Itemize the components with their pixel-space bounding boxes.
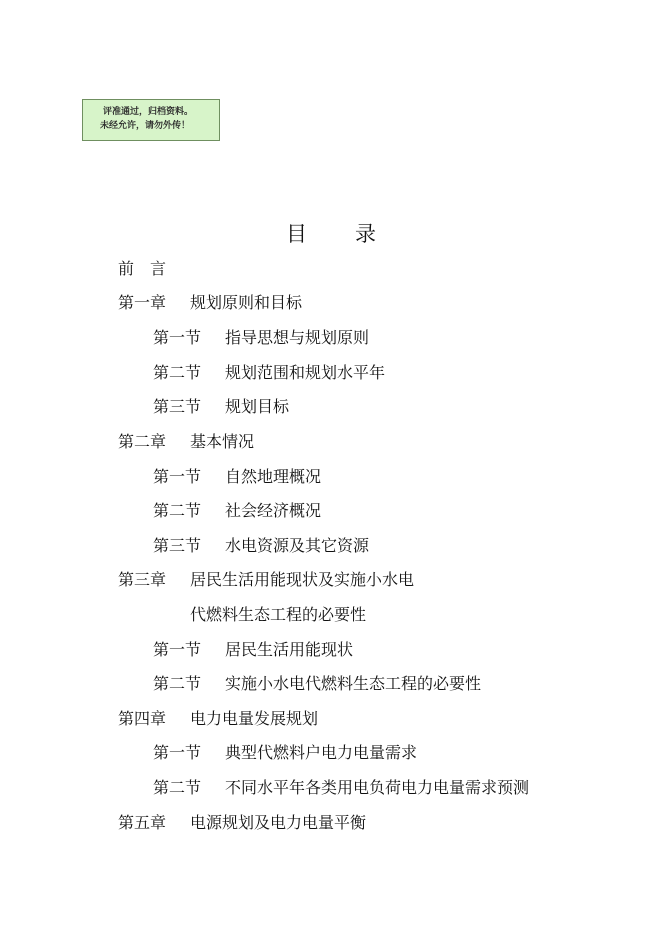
- toc-entry-number: 第三节: [153, 397, 202, 416]
- toc-entry-number: 第一节: [153, 743, 202, 762]
- toc-entry-number: 第四章: [118, 709, 167, 728]
- toc-entry-number: 第三章: [118, 570, 167, 589]
- title-char-2: 录: [355, 222, 376, 246]
- toc-entry-number: 第一章: [118, 293, 167, 312]
- title-char-1: 目: [286, 222, 307, 246]
- toc-entry-number: 第二节: [153, 363, 202, 382]
- toc-entry-title: 自然地理概况: [225, 467, 322, 486]
- toc-entry-title: 电力电量发展规划: [190, 709, 319, 728]
- toc-entry-section[interactable]: [153, 673, 481, 695]
- toc-entry-section[interactable]: [153, 327, 369, 349]
- toc-entry-number: 第二节: [153, 501, 202, 520]
- toc-entry-number: 前 言: [118, 259, 167, 278]
- toc-entry-title: 居民生活用能现状: [225, 640, 354, 659]
- toc-entry-chapter-5[interactable]: [118, 812, 366, 834]
- toc-entry-number: 第二节: [153, 778, 202, 797]
- toc-entry-number: 第一节: [153, 467, 202, 486]
- toc-entry-section[interactable]: [153, 466, 321, 488]
- toc-entry-title: 规划原则和目标: [190, 293, 303, 312]
- toc-entry-section[interactable]: [153, 742, 417, 764]
- toc-entry-chapter-4[interactable]: [118, 708, 318, 730]
- toc-entry-number: 第二节: [153, 674, 202, 693]
- toc-entry-chapter-3[interactable]: [118, 569, 414, 591]
- toc-entry-title: 基本情况: [190, 432, 255, 451]
- toc-entry-title: 典型代燃料户电力电量需求: [225, 743, 418, 762]
- toc-entry-preface[interactable]: [118, 258, 190, 280]
- toc-entry-title: 社会经济概况: [225, 501, 322, 520]
- toc-entry-number: 第一节: [153, 328, 202, 347]
- toc-entry-title: 规划目标: [225, 397, 290, 416]
- toc-entry-chapter-1[interactable]: [118, 292, 302, 314]
- stamp-line-2: 未经允许，请勿外传！: [100, 121, 191, 131]
- toc-entry-title: 实施小水电代燃料生态工程的必要性: [225, 674, 482, 693]
- toc-entry-chapter-2[interactable]: [118, 431, 254, 453]
- toc-entry-title: 电源规划及电力电量平衡: [190, 813, 367, 832]
- toc-entry-section[interactable]: [153, 500, 321, 522]
- toc-entry-section[interactable]: [153, 396, 289, 418]
- toc-entry-section[interactable]: [153, 535, 369, 557]
- toc-entry-section[interactable]: [153, 362, 385, 384]
- toc-entry-section[interactable]: [153, 777, 529, 799]
- toc-entry-title: 水电资源及其它资源: [225, 536, 370, 555]
- toc-entry-title: 居民生活用能现状及实施小水电: [190, 570, 415, 589]
- toc-entry-title: 不同水平年各类用电负荷电力电量需求预测: [225, 778, 530, 797]
- toc-entry-number: 第一节: [153, 640, 202, 659]
- toc-entry-title: 指导思想与规划原则: [225, 328, 370, 347]
- toc-entry-number: 第二章: [118, 432, 167, 451]
- toc-entry-number: 第五章: [118, 813, 167, 832]
- toc-entry-title: 规划范围和规划水平年: [225, 363, 386, 382]
- toc-entry-chapter-3-continued[interactable]: [190, 604, 366, 626]
- toc-entry-section[interactable]: [153, 639, 353, 661]
- toc-entry-title: 代燃料生态工程的必要性: [190, 605, 367, 624]
- stamp-line-1: 评准通过，归档资料。: [103, 107, 194, 117]
- toc-entry-number: 第三节: [153, 536, 202, 555]
